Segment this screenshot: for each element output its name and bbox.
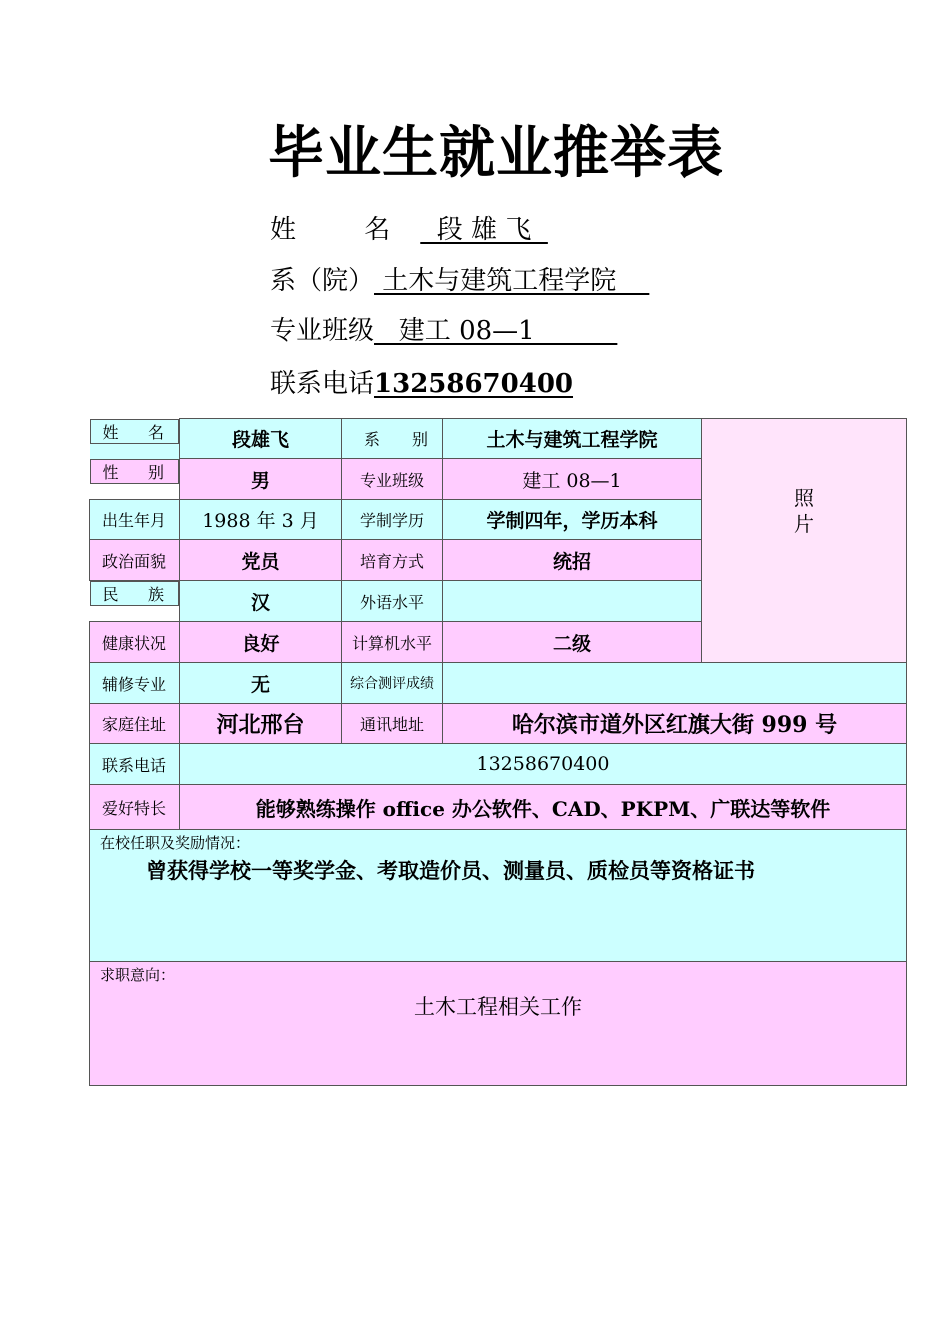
awards-label: 在校任职及奖励情况： bbox=[100, 834, 251, 852]
header-class-line bbox=[270, 313, 617, 349]
ethnic-value: 汉 bbox=[180, 581, 342, 622]
dept-key-a: 系 bbox=[364, 430, 381, 449]
table-row bbox=[90, 962, 907, 1086]
photo-label-1: 照 bbox=[794, 485, 814, 510]
birth-value: 1988 年 3 月 bbox=[180, 500, 342, 540]
address-value: 哈尔滨市道外区红旗大街 999 号 bbox=[443, 704, 907, 744]
ethnic-key-b: 族 bbox=[147, 585, 164, 604]
gender-key bbox=[90, 459, 180, 484]
class-key: 专业班级 bbox=[342, 459, 443, 500]
phone-value: 13258670400 bbox=[180, 744, 907, 785]
phone-key: 联系电话 bbox=[90, 744, 180, 785]
degree-key: 学制学历 bbox=[342, 500, 443, 540]
name-key-a: 姓 bbox=[102, 422, 119, 442]
awards-cell bbox=[90, 830, 907, 962]
name-value: 段雄飞 bbox=[180, 419, 342, 459]
gender-value: 男 bbox=[180, 459, 342, 500]
gender-key-a: 性 bbox=[102, 462, 119, 482]
home-key: 家庭住址 bbox=[90, 704, 180, 744]
intent-cell bbox=[90, 962, 907, 1086]
table-row bbox=[90, 785, 907, 830]
ethnic-key bbox=[90, 581, 180, 606]
birth-key: 出生年月 bbox=[90, 500, 180, 540]
degree-value: 学制四年，学历本科 bbox=[443, 500, 702, 540]
page-title: 毕业生就业推举表 bbox=[268, 120, 724, 186]
evaluation-key: 综合测评成绩 bbox=[342, 663, 443, 704]
evaluation-value bbox=[443, 663, 907, 704]
address-key: 通讯地址 bbox=[342, 704, 443, 744]
health-key: 健康状况 bbox=[90, 622, 180, 663]
computer-value: 二级 bbox=[443, 622, 702, 663]
header-dept-line bbox=[270, 263, 649, 299]
table-row bbox=[90, 419, 907, 459]
name-key-b: 名 bbox=[147, 422, 164, 442]
table-row bbox=[90, 663, 907, 704]
header-phone-line bbox=[270, 366, 573, 402]
dept-value: 土木与建筑工程学院 bbox=[443, 419, 702, 459]
gender-key-b: 别 bbox=[147, 462, 164, 482]
photo-label-2: 片 bbox=[794, 511, 814, 536]
hobby-value: 能够熟练操作 office 办公软件、CAD、PKPM、广联达等软件 bbox=[180, 785, 907, 830]
hobby-key: 爱好特长 bbox=[90, 785, 180, 830]
header-class-value: 建工 08—1 bbox=[374, 316, 618, 346]
training-key: 培育方式 bbox=[342, 540, 443, 581]
awards-value: 曾获得学校一等奖学金、考取造价员、测量员、质检员等资格证书 bbox=[146, 858, 755, 883]
header-name-line bbox=[270, 212, 548, 248]
header-phone-label: 联系电话 bbox=[270, 369, 375, 399]
minor-key: 辅修专业 bbox=[90, 663, 180, 704]
dept-key-b: 别 bbox=[411, 430, 428, 449]
computer-key: 计算机水平 bbox=[342, 622, 443, 663]
name-key bbox=[90, 419, 180, 444]
language-key: 外语水平 bbox=[342, 581, 443, 622]
politics-key: 政治面貌 bbox=[90, 540, 180, 581]
header-class-label: 专业班级 bbox=[270, 316, 375, 346]
photo-box bbox=[702, 419, 907, 663]
ethnic-key-a: 民 bbox=[102, 585, 119, 604]
recommendation-table bbox=[89, 418, 907, 1086]
minor-value: 无 bbox=[180, 663, 342, 704]
table-row bbox=[90, 744, 907, 785]
table-row bbox=[90, 704, 907, 744]
health-value: 良好 bbox=[180, 622, 342, 663]
header-name-label: 姓 名 bbox=[270, 215, 421, 245]
header-phone-value: 13258670400 bbox=[374, 369, 574, 399]
intent-label: 求职意向： bbox=[100, 966, 176, 984]
class-value: 建工 08—1 bbox=[443, 459, 702, 500]
home-value: 河北邢台 bbox=[180, 704, 342, 744]
table-row bbox=[90, 830, 907, 962]
language-value bbox=[443, 581, 702, 622]
dept-key bbox=[342, 419, 443, 459]
training-value: 统招 bbox=[443, 540, 702, 581]
header-dept-label: 系（院） bbox=[270, 266, 375, 296]
intent-value: 土木工程相关工作 bbox=[414, 995, 582, 1019]
header-name-value: 段 雄 飞 bbox=[420, 215, 548, 245]
header-dept-value: 土木与建筑工程学院 bbox=[374, 266, 650, 296]
politics-value: 党员 bbox=[180, 540, 342, 581]
